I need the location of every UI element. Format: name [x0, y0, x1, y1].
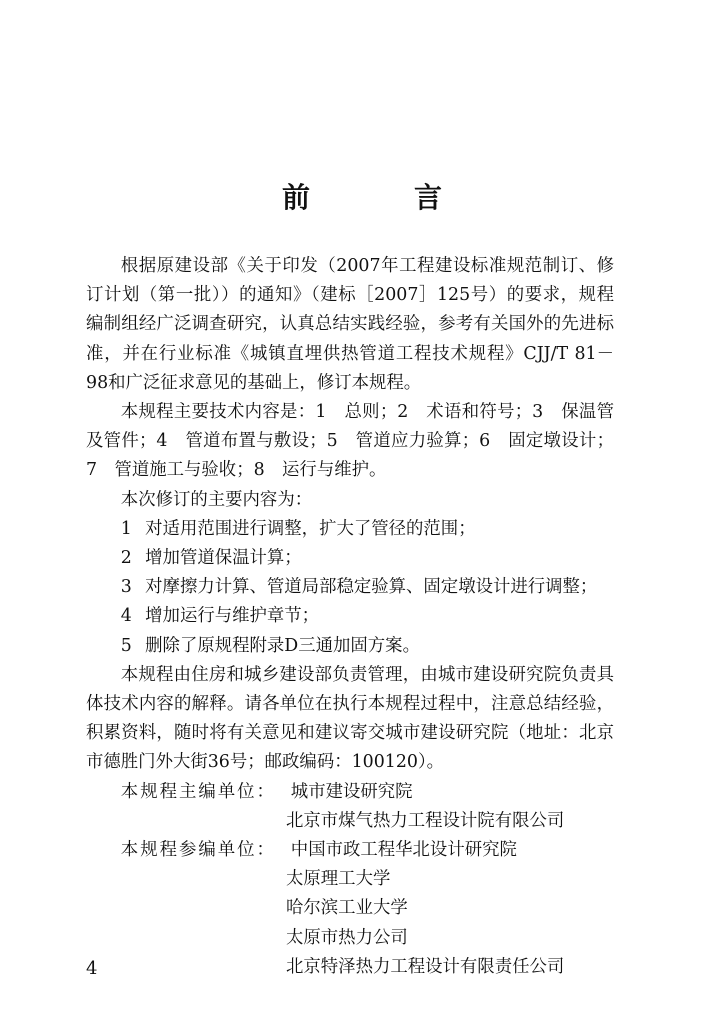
participating-unit-label: 本规程参编单位：: [120, 840, 276, 861]
chief-unit-name: 北京市煤气热力工程设计院有限公司: [286, 810, 565, 831]
revision-item: [86, 544, 614, 573]
revision-number: 3: [120, 577, 132, 598]
revision-number: 5: [120, 635, 132, 656]
participating-unit-name: 中国市政工程华北设计研究院: [290, 840, 517, 861]
revision-text: 对摩擦力计算、管道局部稳定验算、固定墩设计进行调整；: [145, 577, 598, 598]
revision-number: 1: [120, 518, 132, 539]
revision-item: [86, 573, 614, 602]
revision-item: [86, 515, 614, 544]
revision-intro: 本次修订的主要内容为：: [120, 489, 313, 510]
page-number: 4: [86, 958, 98, 979]
participating-unit-name: 太原理工大学: [286, 869, 391, 890]
participating-unit-name: 北京特泽热力工程设计有限责任公司: [286, 956, 565, 977]
participating-unit-name: 太原市热力公司: [286, 927, 408, 948]
chief-unit-label: 本规程主编单位：: [120, 781, 276, 802]
revision-text: 增加管道保温计算；: [145, 548, 302, 569]
revision-text: 增加运行与维护章节；: [145, 606, 320, 627]
page-title: 前 言: [281, 181, 480, 214]
intro-paragraph: 根据原建设部《关于印发（2007年工程建设标准规范制订、修订计划（第一批））的通知》（建标［2007］125号）的要求，规程编制组经广泛调查研究，认真总结实践经验，参考有关国外的先进标准，并在行业标准《城镇直埋供热管道工程技术规程》CJJ/T 81－98和广泛征求意见的基础上，修订本规程。: [86, 256, 614, 393]
contents-paragraph: 本规程主要技术内容是：1 总则；2 术语和符号；3 保温管及管件；4 管道布置与敷设；5 管道应力验算；6 固定墩设计；7 管道施工与验收；8 运行与维护。: [86, 402, 614, 481]
revision-text: 对适用范围进行调整，扩大了管径的范围；: [145, 518, 476, 539]
participating-unit-row: [86, 836, 614, 865]
revision-item: [86, 602, 614, 631]
preface-body: [86, 252, 614, 982]
participating-unit-name: 哈尔滨工业大学: [286, 898, 408, 919]
chief-unit-name: 城市建设研究院: [290, 781, 413, 802]
chief-unit-row: [86, 778, 614, 807]
management-paragraph: 本规程由住房和城乡建设部负责管理，由城市建设研究院负责具体技术内容的解释。请各单位在执行本规程过程中，注意总结经验，积累资料，随时将有关意见和建议寄交城市建设研究院（地址：北京市德胜门外大街36号；邮政编码：100120）。: [86, 664, 614, 773]
revision-number: 4: [120, 606, 132, 627]
revision-text: 删除了原规程附录D三通加固方案。: [145, 635, 420, 656]
revision-item: [86, 632, 614, 661]
revision-number: 2: [120, 548, 132, 569]
